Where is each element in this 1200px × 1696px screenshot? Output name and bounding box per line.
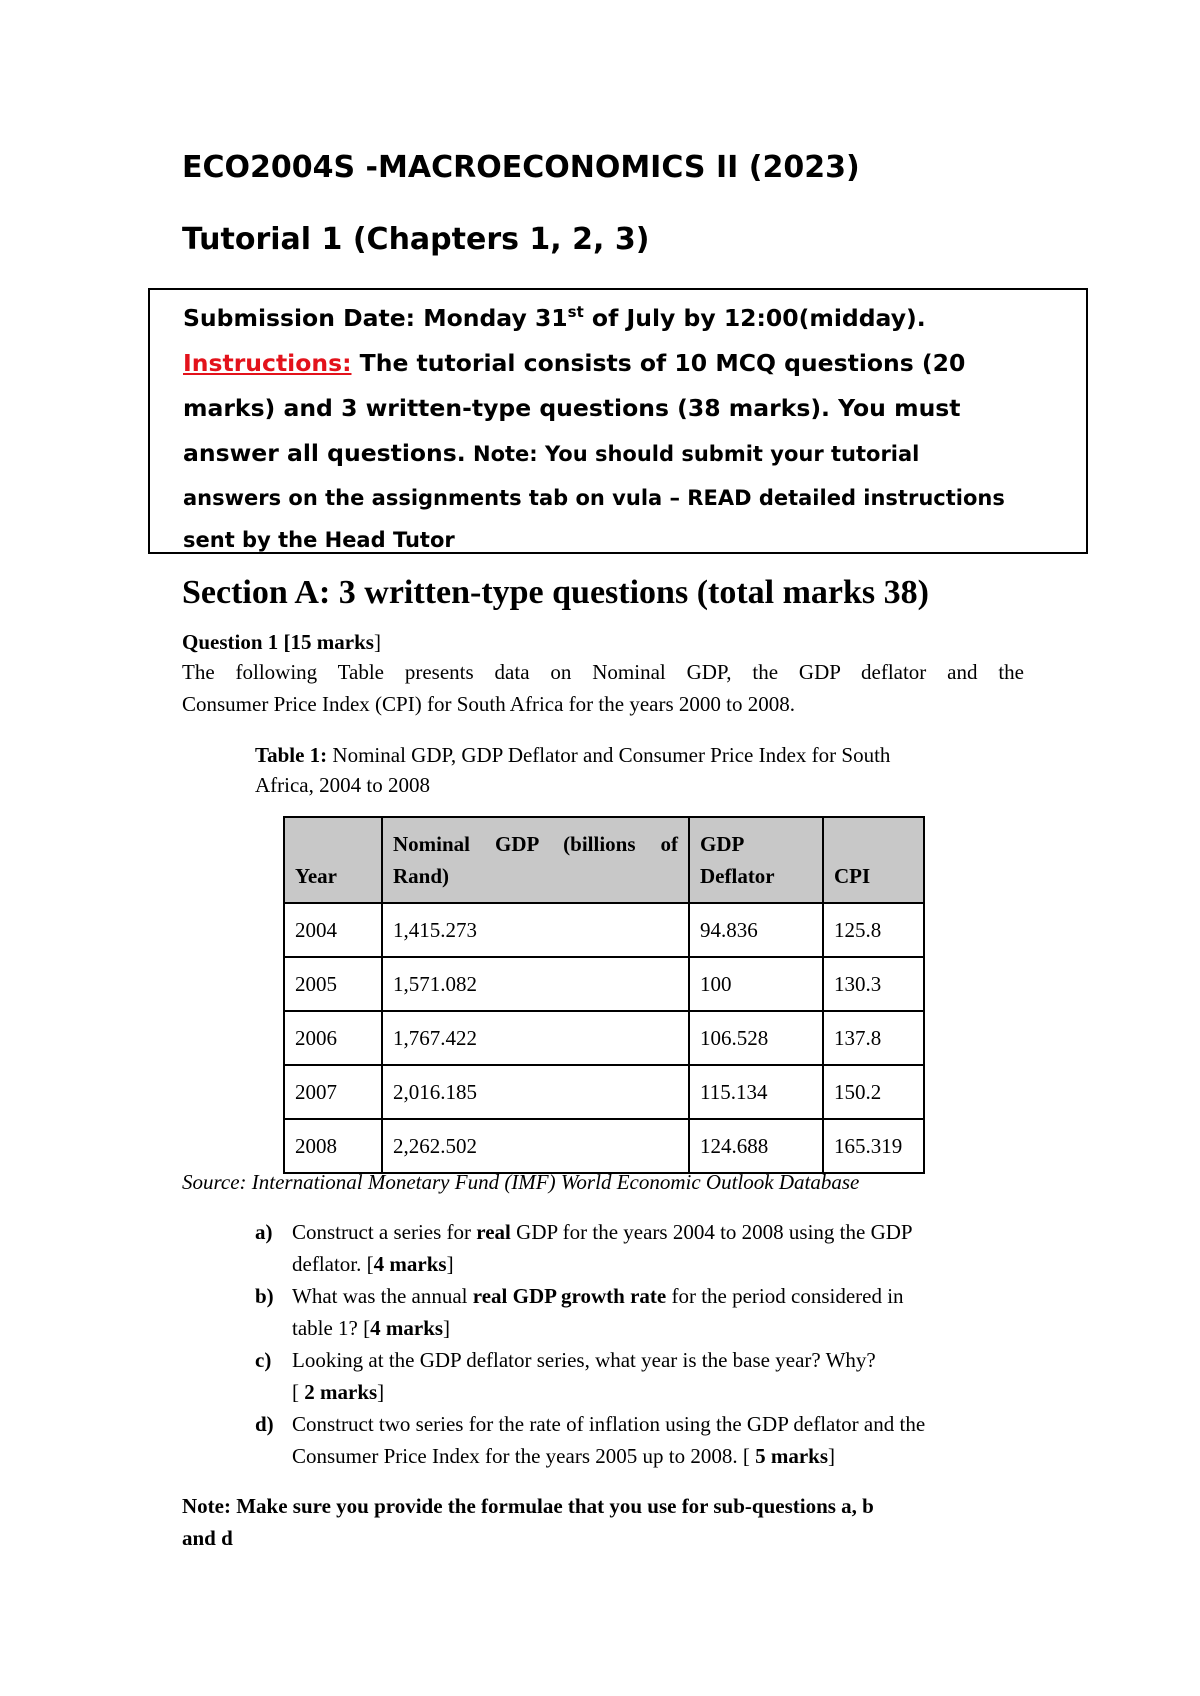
question-heading: Question 1 [15 marks]	[182, 630, 381, 654]
cell-cpi: 130.3	[823, 957, 924, 1011]
table-row	[284, 1011, 924, 1065]
header-nominal-gdp: Nominal GDP (billions of Rand)	[382, 817, 689, 903]
course-title: ECO2004S -MACROECONOMICS II (2023)	[182, 150, 860, 185]
cell-nominal-gdp: 1,571.082	[382, 957, 689, 1011]
cell-gdp-deflator: 115.134	[689, 1065, 823, 1119]
instructions-line: sent by the Head Tutor	[183, 528, 455, 552]
instructions-box	[148, 288, 1088, 554]
cell-nominal-gdp: 2,262.502	[382, 1119, 689, 1173]
subquestion-a: a) Construct a series for real GDP for the years 2004 to 2008 using the GDP deflator. [4 marks]	[255, 1220, 913, 1276]
cell-gdp-deflator: 124.688	[689, 1119, 823, 1173]
instructions-line: answers on the assignments tab on vula – READ detailed instructions	[183, 486, 1005, 510]
cell-cpi: 150.2	[823, 1065, 924, 1119]
instructions-line: answer all questions. Note: You should submit your tutorial	[183, 439, 920, 467]
table-row	[284, 957, 924, 1011]
table-row	[284, 1065, 924, 1119]
subquestion-d: d) Construct two series for the rate of inflation using the GDP deflator and the Consumer Price Index for the years 2005 up to 2008. [ 5 marks]	[255, 1412, 926, 1468]
gdp-table	[283, 816, 925, 1174]
cell-nominal-gdp: 2,016.185	[382, 1065, 689, 1119]
cell-cpi: 137.8	[823, 1011, 924, 1065]
cell-gdp-deflator: 94.836	[689, 903, 823, 957]
cell-nominal-gdp: 1,767.422	[382, 1011, 689, 1065]
cell-nominal-gdp: 1,415.273	[382, 903, 689, 957]
submission-date: Submission Date: Monday 31st of July by 12:00(midday).	[183, 303, 926, 332]
subquestion-b: b) What was the annual real GDP growth rate for the period considered in table 1? [4 marks]	[255, 1284, 904, 1340]
table-caption: Table 1: Nominal GDP, GDP Deflator and Consumer Price Index for South Africa, 2004 to 2008	[255, 743, 891, 797]
table-header-row	[284, 817, 924, 903]
cell-year: 2004	[284, 903, 382, 957]
cell-gdp-deflator: 106.528	[689, 1011, 823, 1065]
header-cpi: CPI	[823, 817, 924, 903]
cell-gdp-deflator: 100	[689, 957, 823, 1011]
section-heading: Section A: 3 written-type questions (total marks 38)	[182, 574, 929, 611]
header-gdp-deflator: GDP Deflator	[689, 817, 823, 903]
tutorial-title: Tutorial 1 (Chapters 1, 2, 3)	[182, 222, 650, 257]
cell-cpi: 165.319	[823, 1119, 924, 1173]
formula-note: Note: Make sure you provide the formulae that you use for sub-questions a, b and d	[182, 1494, 874, 1550]
table-row	[284, 903, 924, 957]
instructions-line: Instructions: The tutorial consists of 10 MCQ questions (20	[183, 349, 966, 377]
table-source: Source: International Monetary Fund (IMF) World Economic Outlook Database	[182, 1170, 860, 1194]
instructions-label: Instructions:	[183, 349, 352, 377]
question-intro: The following Table presents data on Nominal GDP, the GDP deflator and the Consumer Price Index (CPI) for South Africa for the years 2000 to 2008.	[182, 660, 1024, 716]
instructions-line: marks) and 3 written-type questions (38 marks). You must	[183, 394, 961, 422]
table-row	[284, 1119, 924, 1173]
header-year: Year	[284, 817, 382, 903]
cell-year: 2008	[284, 1119, 382, 1173]
subquestion-c: c) Looking at the GDP deflator series, what year is the base year? Why? [ 2 marks]	[255, 1348, 876, 1404]
cell-cpi: 125.8	[823, 903, 924, 957]
cell-year: 2006	[284, 1011, 382, 1065]
cell-year: 2007	[284, 1065, 382, 1119]
cell-year: 2005	[284, 957, 382, 1011]
